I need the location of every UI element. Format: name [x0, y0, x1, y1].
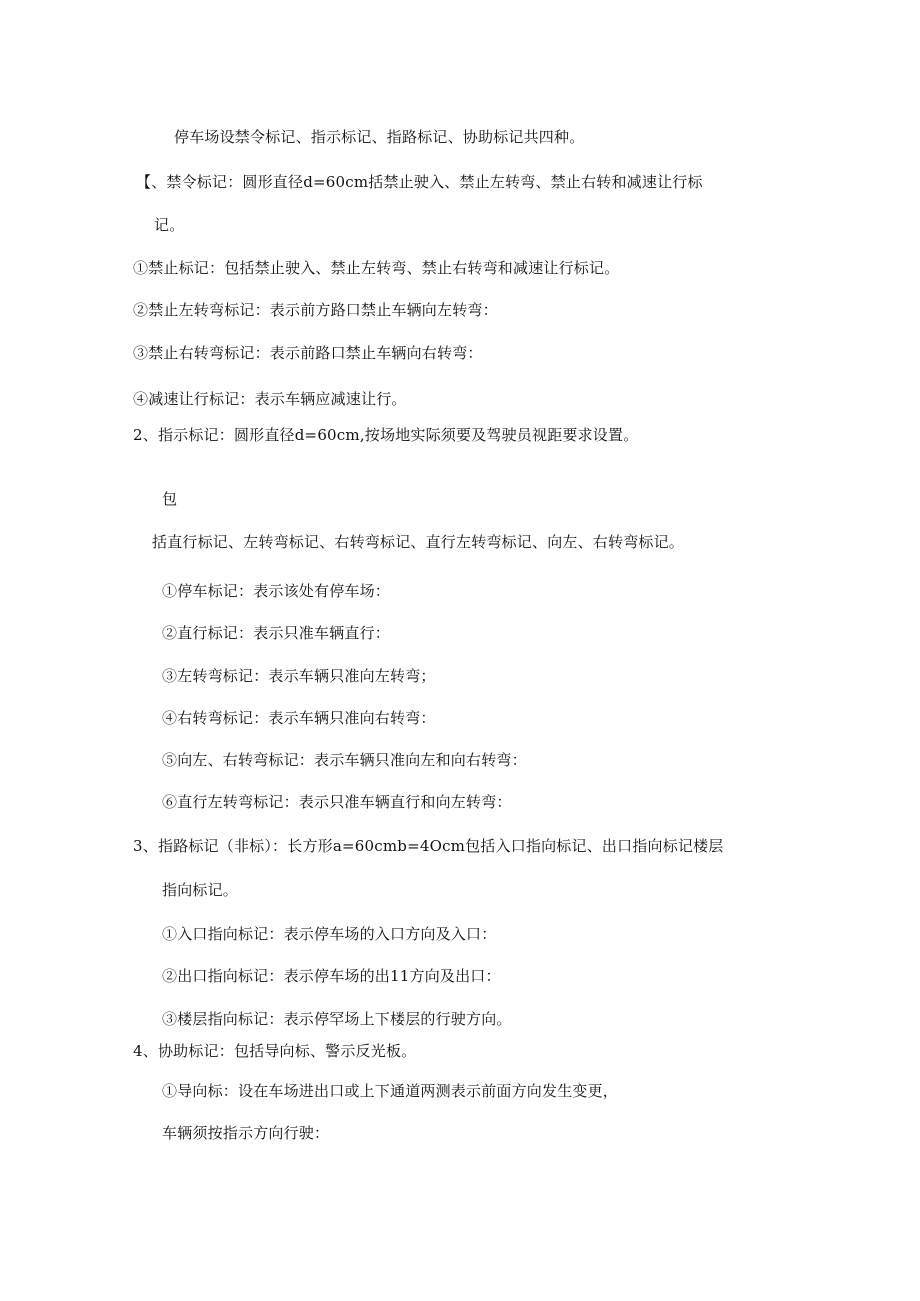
section-2-item-1: ①停车标记：表示该处有停车场： — [162, 582, 391, 600]
section-3-item-1: ①入口指向标记：表示停车场的入口方向及入口： — [162, 925, 497, 943]
section-3-heading-continued: 指向标记。 — [162, 881, 239, 899]
section-1-heading-continued: 记。 — [154, 216, 185, 234]
section-3-item-2: ②出口指向标记：表示停车场的出11方向及出口： — [162, 967, 501, 985]
section-1-item-1: ①禁止标记：包括禁止驶入、禁止左转弯、禁止右转弯和减速让行标记。 — [133, 259, 620, 277]
section-2-heading: 2、指示标记：圆形直径d=60cm,按场地实际须要及驾驶员视距要求设置。 — [133, 426, 639, 444]
section-4-heading: 4、协助标记：包括导向标、警示反光板。 — [133, 1042, 417, 1060]
section-1-item-2: ②禁止左转弯标记：表示前方路口禁止车辆向左转弯： — [133, 301, 498, 319]
section-2-item-5: ⑤向左、右转弯标记：表示车辆只准向左和向右转弯： — [162, 751, 527, 769]
section-3-item-3: ③楼层指向标记：表示停罕场上下楼层的行驶方向。 — [162, 1010, 512, 1028]
section-4-item-1: ①导向标：设在车场进出口或上下通道两测表示前面方向发生变更， — [162, 1082, 619, 1100]
section-1-item-3: ③禁止右转弯标记：表示前路口禁止车辆向右转弯： — [133, 344, 483, 362]
intro-line: 停车场设禁令标记、指示标记、指路标记、协助标记共四种。 — [174, 128, 585, 146]
section-2-item-3: ③左转弯标记：表示车辆只准向左转弯； — [162, 667, 436, 685]
section-1-heading: 【、禁令标记：圆形直径d=60cm括禁止驶入、禁止左转弯、禁止右转和减速让行标 — [136, 173, 703, 191]
section-2-fragment: 包 — [162, 490, 178, 508]
section-2-item-2: ②直行标记：表示只准车辆直行： — [162, 624, 391, 642]
section-4-item-1-continued: 车辆须按指示方向行驶： — [162, 1124, 330, 1142]
section-2-item-6: ⑥直行左转弯标记：表示只准车辆直行和向左转弯： — [162, 793, 512, 811]
section-2-description: 括直行标记、左转弯标记、右转弯标记、直行左转弯标记、向左、右转弯标记。 — [152, 533, 685, 551]
section-2-item-4: ④右转弯标记：表示车辆只准向右转弯： — [162, 709, 436, 727]
section-1-item-4: ④减速让行标记：表示车辆应减速让行。 — [133, 390, 407, 408]
section-3-heading: 3、指路标记（非标）：长方形a=60cmb=4Ocm包括入口指向标记、出口指向标记楼层 — [133, 837, 724, 855]
